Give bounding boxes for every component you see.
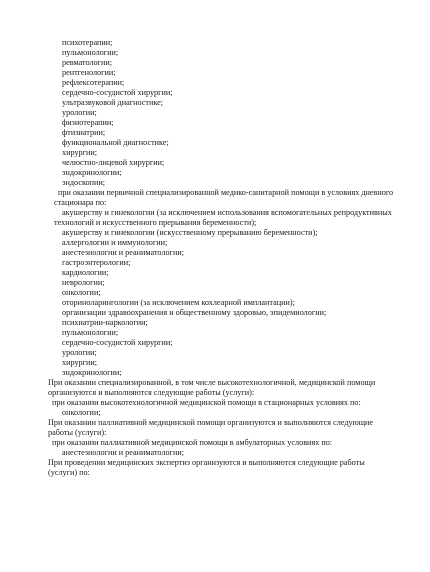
document-body: [0, 38, 430, 478]
text-line: эндоскопии;: [62, 178, 106, 187]
text-line: При оказании паллиативной медицинской помощи организуются и выполняются следующие: [48, 418, 374, 427]
text-line: психиатрии-наркологии;: [62, 318, 148, 327]
text-line: хирургии;: [62, 358, 98, 367]
text-line: эндокринологии;: [62, 168, 122, 177]
text-line: сердечно-сосудистой хирургии;: [62, 88, 173, 97]
text-line: психотерапии;: [62, 38, 113, 47]
text-line: анестезиологии и реаниматологии;: [62, 248, 184, 257]
text-line: пульмонологии;: [62, 48, 119, 57]
text-line: анестезиологии и реаниматологии;: [62, 448, 184, 457]
text-line: при оказании первичной специализированной медико-санитарной помощи в условиях дневного: [58, 188, 394, 197]
text-line: При проведении медицинских экспертиз организуются и выполняются следующие работы: [48, 458, 365, 467]
text-line: при оказании высокотехнологичной медицинской помощи в стационарных условиях по:: [52, 398, 361, 407]
text-line: сердечно-сосудистой хирургии;: [62, 338, 173, 347]
text-line: эндокринологии;: [62, 368, 122, 377]
text-line: технологий и искусственного прерывания беременности);: [54, 218, 257, 227]
text-line: пульмонологии;: [62, 328, 119, 337]
text-line: акушерству и гинекологии (искусственному прерыванию беременности);: [62, 228, 318, 237]
text-line: при оказании паллиативной медицинской помощи в амбулаторных условиях по:: [52, 438, 333, 447]
text-line: фтизиатрии;: [62, 128, 106, 137]
text-line: организации здравоохранения и общественному здоровью, эпидемиологии;: [62, 308, 327, 317]
text-line: урологии;: [62, 348, 97, 357]
text-line: акушерству и гинекологии (за исключением использования вспомогательных репродуктивных: [62, 208, 392, 217]
text-line: челюстно-лицевой хирургии;: [62, 158, 165, 167]
text-line: неврологии;: [62, 278, 105, 287]
text-line: рефлексотерапии;: [62, 78, 125, 87]
text-line: урологии;: [62, 108, 97, 117]
text-line: онкологии;: [62, 288, 101, 297]
text-line: онкологии;: [62, 408, 101, 417]
text-line: ультразвуковой диагностике;: [62, 98, 164, 107]
text-line: аллергологии и иммунологии;: [62, 238, 168, 247]
text-line: При оказании специализированной, в том числе высокотехнологичной, медицинской помощи: [48, 378, 376, 387]
text-line: организуются и выполняются следующие работы (услуги):: [48, 388, 255, 397]
text-line: хирургии;: [62, 148, 98, 157]
text-line: работы (услуги):: [48, 428, 107, 437]
text-line: функциональной диагностике;: [62, 138, 169, 147]
text-line: физиотерапии;: [62, 118, 114, 127]
text-line: (услуги) по:: [48, 468, 90, 477]
text-line: рентгенологии;: [62, 68, 116, 77]
text-line: стационара по:: [54, 198, 107, 207]
text-line: гастроэнтерологии;: [62, 258, 131, 267]
text-line: ревматологии;: [62, 58, 113, 67]
text-line: кардиологии;: [62, 268, 109, 277]
text-line: оториноларингологии (за исключением кохлеарной имплантации);: [62, 298, 295, 307]
